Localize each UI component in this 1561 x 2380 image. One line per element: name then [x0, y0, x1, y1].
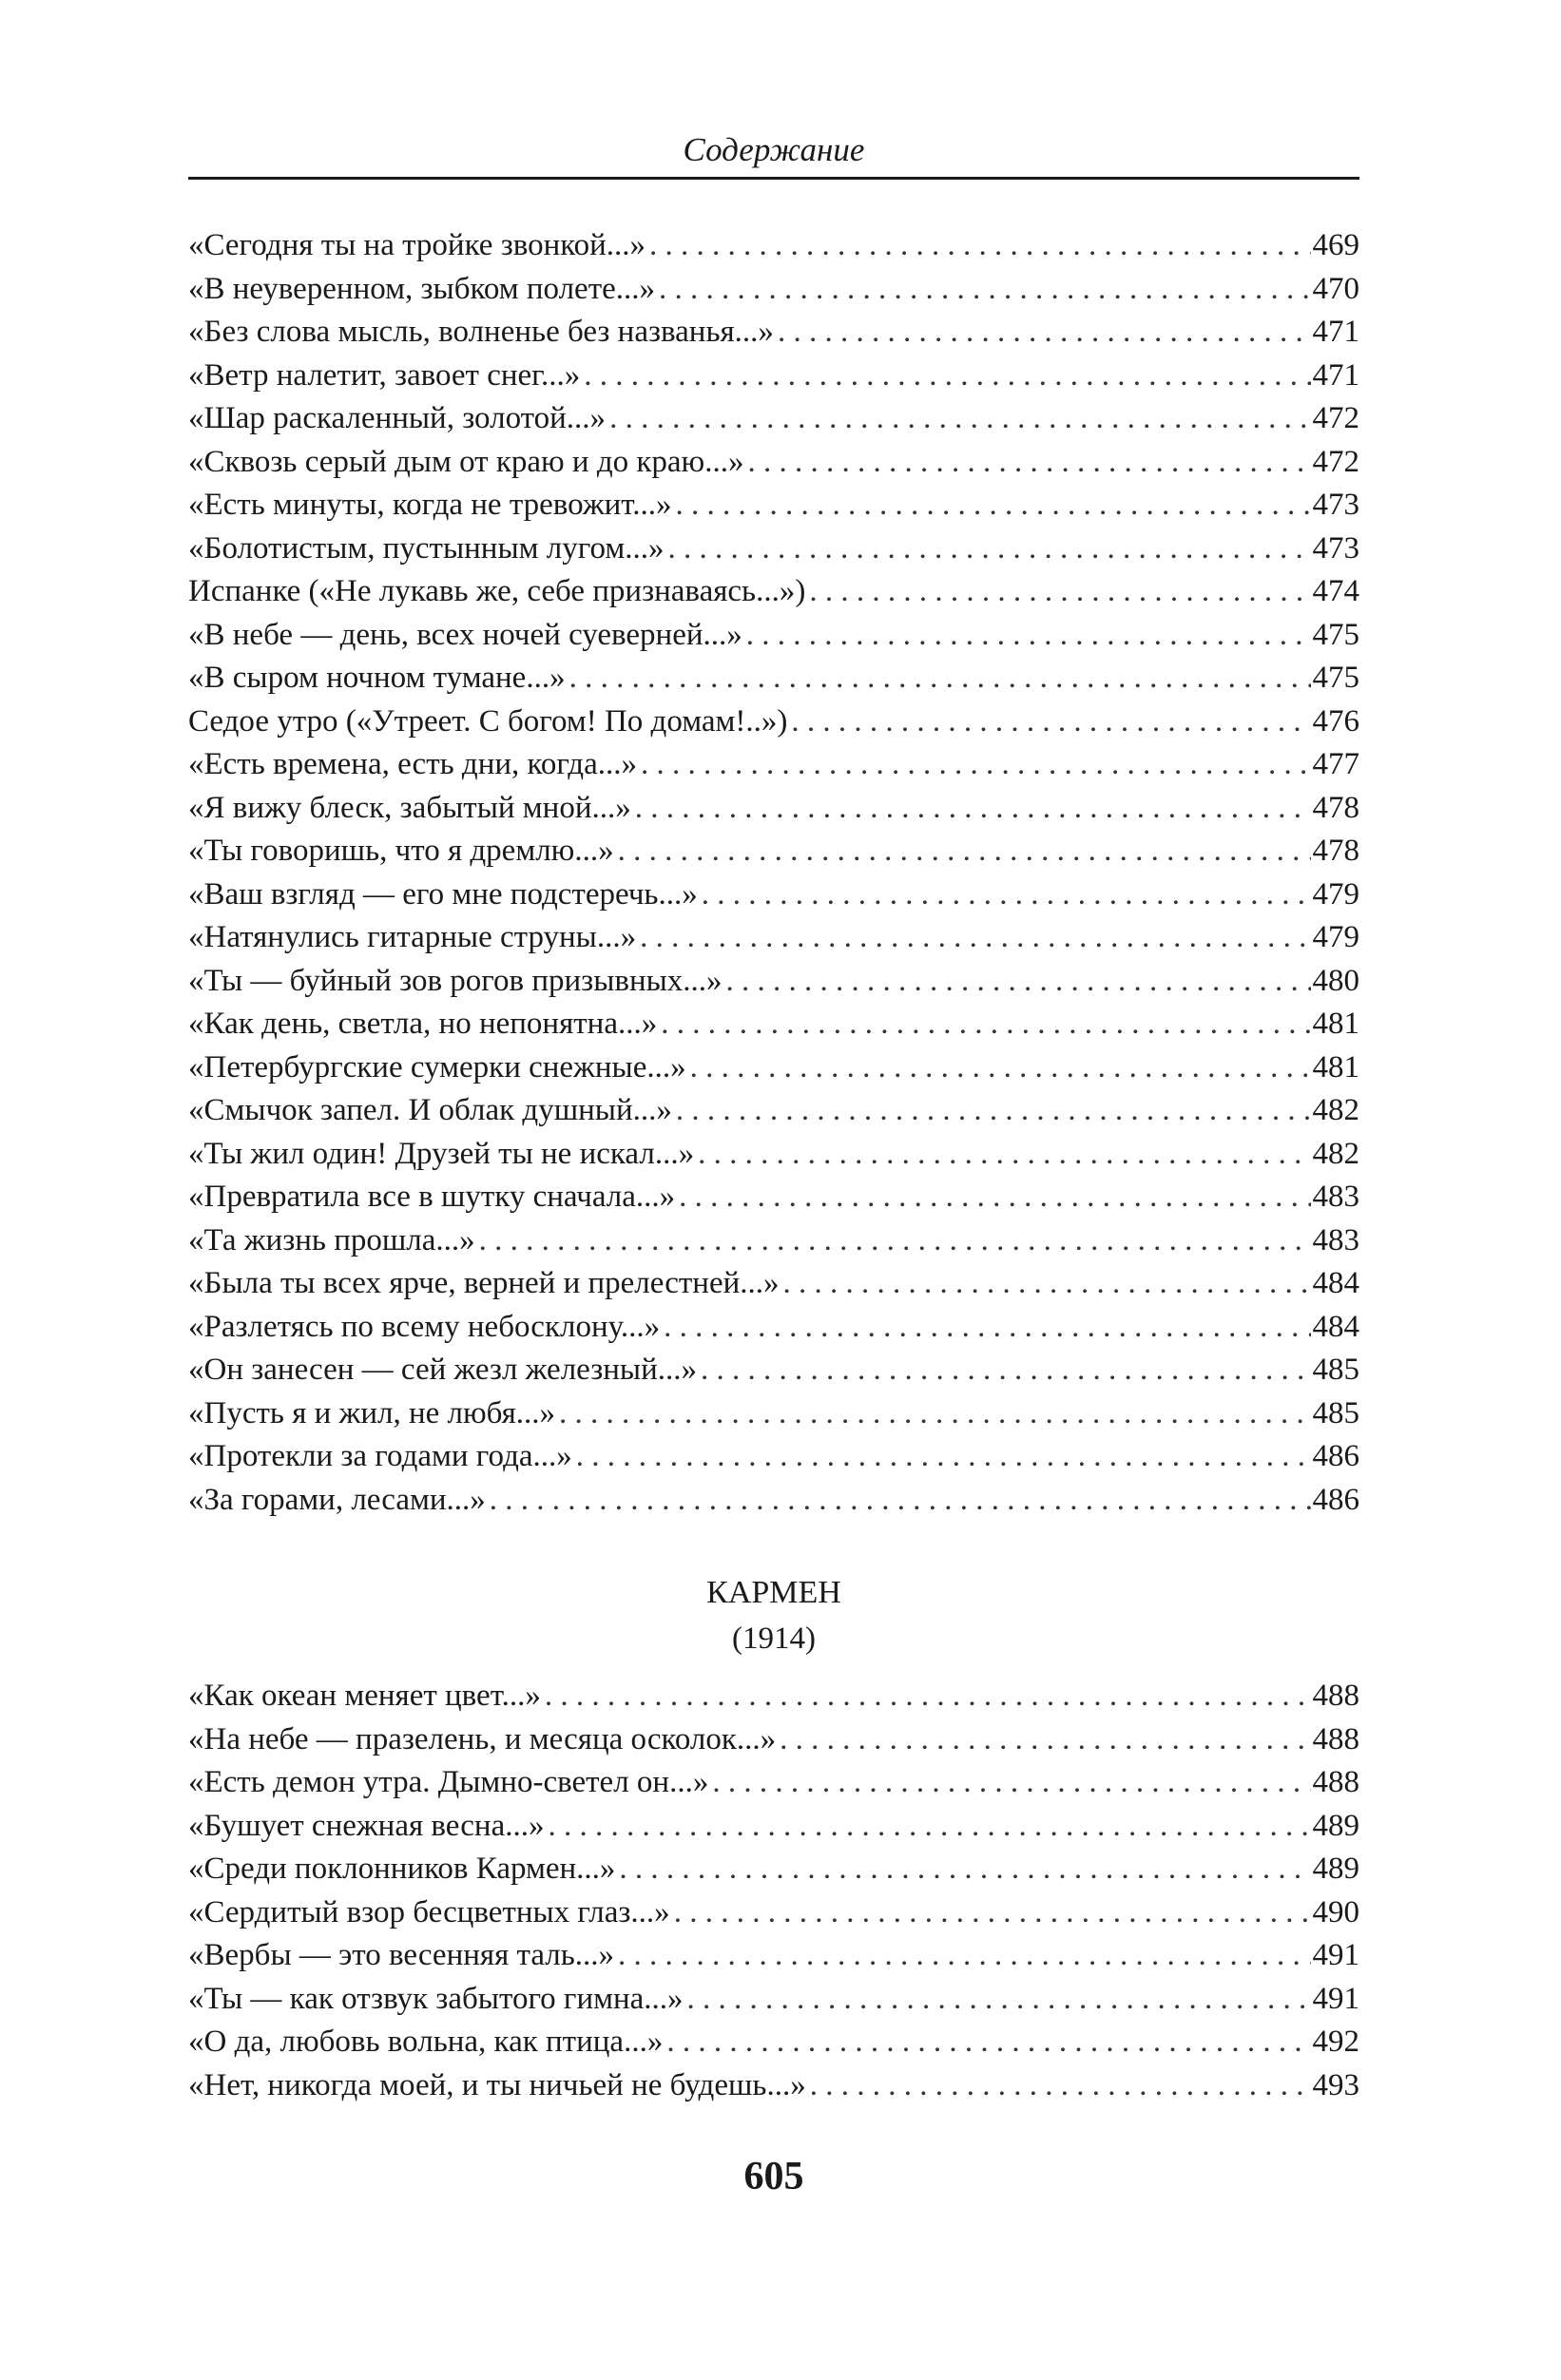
toc-entry-title: «Натянулись гитарные струны...»: [188, 920, 637, 954]
toc-entry-page: 469: [1312, 228, 1359, 262]
dot-leader: [646, 224, 1310, 268]
toc-entry: [188, 830, 1359, 873]
toc-entry-page: 478: [1312, 790, 1359, 825]
toc-entry-page: 480: [1312, 963, 1359, 998]
dot-leader: [671, 484, 1310, 528]
toc-entry: [188, 743, 1359, 787]
dot-leader: [780, 1262, 1311, 1306]
toc-entry-title: «Бушует снежная весна...»: [188, 1808, 545, 1843]
dot-leader: [541, 1675, 1311, 1718]
toc-entry-page: 488: [1312, 1765, 1359, 1799]
toc-entry: [188, 268, 1359, 312]
dot-leader: [637, 743, 1311, 787]
toc-entry-page: 488: [1312, 1679, 1359, 1713]
dot-leader: [684, 1978, 1311, 2022]
toc-entry: [188, 2064, 1359, 2108]
toc-entry: [188, 1848, 1359, 1891]
dot-leader: [655, 268, 1310, 312]
toc-entry-page: 482: [1312, 1093, 1359, 1127]
toc-entry-title: «На небе — празелень, и месяца осколок...»: [188, 1721, 777, 1756]
toc-entry-title: «В сыром ночном тумане...»: [188, 661, 566, 695]
toc-entry-title: «Ты — буйный зов рогов призывных...»: [188, 963, 723, 998]
toc-entry: [188, 1718, 1359, 1762]
toc-entry-page: 471: [1312, 357, 1359, 393]
dot-leader: [708, 1761, 1310, 1805]
dot-leader: [486, 1479, 1311, 1523]
running-head: Содержание: [683, 131, 865, 168]
toc-entry-page: 471: [1312, 315, 1359, 349]
toc-entry-page: 470: [1312, 271, 1359, 306]
toc-entry-title: «Ты — как отзвук забытого гимна...»: [188, 1981, 684, 2016]
toc-entry: [188, 1392, 1359, 1436]
dot-leader: [774, 311, 1311, 355]
dot-leader: [686, 1046, 1311, 1090]
toc-entry-page: 490: [1312, 1894, 1359, 1929]
toc-entry: [188, 528, 1359, 571]
toc-entry-title: Седое утро («Утреет. С богом! По домам!..»): [188, 703, 788, 739]
dot-leader: [672, 1089, 1311, 1133]
toc-entry: [188, 1805, 1359, 1849]
dot-leader: [572, 1435, 1311, 1479]
toc-entry-title: «О да, любовь вольна, как птица...»: [188, 2025, 664, 2059]
dot-leader: [694, 1133, 1310, 1177]
toc-entry-title: «Смычок запел. И облак душный...»: [188, 1093, 672, 1127]
toc-entry-page: 484: [1312, 1309, 1359, 1344]
dot-leader: [675, 1176, 1310, 1219]
toc-entry: [188, 1978, 1359, 2022]
dot-leader: [631, 787, 1311, 831]
toc-entry-title: «Шар раскаленный, золотой...»: [188, 401, 607, 435]
toc-entry-title: «Пусть я и жил, не любя...»: [188, 1395, 556, 1430]
toc-entry-title: Испанке («Не лукавь же, себе признаваясь...»): [188, 574, 806, 608]
dot-leader: [787, 701, 1310, 744]
dot-leader: [544, 1805, 1310, 1849]
toc-entry-title: «Как океан меняет цвет...»: [188, 1679, 541, 1713]
toc-entry: [188, 1219, 1359, 1263]
dot-leader: [664, 528, 1310, 571]
toc-entry-page: 492: [1312, 2025, 1359, 2059]
dot-leader: [657, 1003, 1310, 1046]
toc-entry: [188, 614, 1359, 658]
dot-leader: [566, 657, 1311, 701]
toc-entry-page: 482: [1312, 1136, 1359, 1171]
toc-entry-page: 473: [1312, 530, 1359, 566]
dot-leader: [615, 1848, 1310, 1891]
toc-entry-title: «Болотистым, пустынным лугом...»: [188, 530, 665, 566]
dot-leader: [697, 1349, 1311, 1392]
dot-leader: [555, 1392, 1310, 1436]
toc-entry-title: «Ветр налетит, завоет снег...»: [188, 357, 581, 393]
toc-entry-title: «Как день, светла, но непонятна...»: [188, 1007, 658, 1041]
toc-entry-title: «Сквозь серый дым от краю и до краю...»: [188, 444, 744, 479]
toc-entry: [188, 787, 1359, 831]
toc-entry: [188, 1891, 1359, 1935]
toc-entry-page: 489: [1312, 1808, 1359, 1843]
section-title: КАРМЕН: [706, 1575, 841, 1610]
toc-entry-page: 491: [1312, 1938, 1359, 1972]
dot-leader: [743, 441, 1310, 485]
toc-entry-title: «Та жизнь прошла...»: [188, 1222, 475, 1257]
dot-leader: [698, 873, 1311, 917]
dot-leader: [742, 614, 1311, 658]
toc-entry-title: «Сердитый взор бесцветных глаз...»: [188, 1894, 670, 1929]
toc-entry-page: 472: [1312, 444, 1359, 479]
dot-leader: [475, 1219, 1311, 1263]
toc-entry-page: 484: [1312, 1266, 1359, 1300]
toc-entry-page: 483: [1312, 1180, 1359, 1214]
toc-entry-page: 485: [1312, 1353, 1359, 1387]
toc-entry-title: «Была ты всех ярче, верней и прелестней...»: [188, 1266, 780, 1300]
toc-entry-title: «Петербургские сумерки снежные...»: [188, 1049, 686, 1084]
toc-entry-title: «Среди поклонников Кармен...»: [188, 1852, 616, 1886]
toc-entry: [188, 1435, 1359, 1479]
toc-entry-title: «Есть времена, есть дни, когда...»: [188, 747, 637, 781]
toc-entry-page: 472: [1312, 401, 1359, 435]
dot-leader: [723, 960, 1311, 1004]
toc-entry-page: 486: [1312, 1439, 1359, 1473]
toc-entry: [188, 1176, 1359, 1219]
toc-entry-title: «Сегодня ты на тройке звонкой...»: [188, 228, 646, 262]
toc-entry-title: «Ваш взгляд — его мне подстеречь...»: [188, 876, 698, 912]
dot-leader: [660, 1306, 1310, 1350]
toc-entry-page: 489: [1312, 1852, 1359, 1886]
dot-leader: [663, 2021, 1310, 2064]
toc-entry-title: «Я вижу блеск, забытый мной...»: [188, 790, 631, 825]
dot-leader: [806, 2064, 1311, 2108]
toc-entry-title: «В небе — день, всех ночей суеверней...»: [188, 617, 742, 652]
toc-entry: [188, 1262, 1359, 1306]
toc-entry-title: «Он занесен — сей жезл железный...»: [188, 1353, 697, 1387]
dot-leader: [805, 570, 1310, 614]
toc-entry-page: 477: [1312, 747, 1359, 781]
toc-entry-page: 493: [1312, 2067, 1359, 2102]
dot-leader: [636, 916, 1310, 960]
toc-entry-title: «За горами, лесами...»: [188, 1482, 486, 1517]
toc-entry-page: 473: [1312, 488, 1359, 522]
toc-entry-page: 481: [1312, 1007, 1359, 1041]
toc-list-bottom: [188, 1675, 1359, 2107]
toc-entry: [188, 1046, 1359, 1090]
toc-entry: [188, 311, 1359, 355]
toc-entry: [188, 960, 1359, 1004]
toc-entry-title: «Вербы — это весенняя таль...»: [188, 1938, 615, 1972]
dot-leader: [614, 1934, 1310, 1978]
toc-entry-page: 479: [1312, 920, 1359, 954]
toc-entry: [188, 2021, 1359, 2064]
toc-entry-page: 475: [1312, 661, 1359, 695]
toc-entry: [188, 570, 1359, 614]
toc-entry-page: 475: [1312, 617, 1359, 652]
section-year: (1914): [732, 1622, 816, 1656]
page-number: 605: [743, 2155, 804, 2198]
toc-entry-page: 491: [1312, 1981, 1359, 2016]
toc-entry: [188, 1761, 1359, 1805]
toc-entry: [188, 484, 1359, 528]
toc-entry-title: «Без слова мысль, волненье без названья...»: [188, 315, 774, 349]
toc-entry-title: «Ты жил один! Друзей ты не искал...»: [188, 1136, 695, 1171]
toc-entry-title: «Разлетясь по всему небосклону...»: [188, 1309, 661, 1344]
toc-entry-page: 483: [1312, 1222, 1359, 1257]
toc-entry-page: 479: [1312, 876, 1359, 912]
toc-entry: [188, 1089, 1359, 1133]
toc-entry-page: 488: [1312, 1721, 1359, 1756]
toc-entry-page: 485: [1312, 1395, 1359, 1430]
toc-entry: [188, 1003, 1359, 1046]
toc-entry: [188, 1306, 1359, 1350]
dot-leader: [776, 1718, 1310, 1762]
toc-entry-page: 486: [1312, 1482, 1359, 1517]
toc-entry: [188, 441, 1359, 485]
dot-leader: [614, 830, 1311, 873]
toc-entry-page: 476: [1312, 703, 1359, 739]
toc-entry: [188, 657, 1359, 701]
toc-entry-page: 478: [1312, 834, 1359, 868]
dot-leader: [670, 1891, 1311, 1935]
toc-entry: [188, 1349, 1359, 1392]
toc-entry-page: 481: [1312, 1049, 1359, 1084]
toc-entry-title: «Протекли за годами года...»: [188, 1439, 572, 1473]
toc-entry-page: 474: [1312, 574, 1359, 608]
toc-entry: [188, 397, 1359, 441]
toc-entry: [188, 1934, 1359, 1978]
toc-entry-title: «Есть демон утра. Дымно-светел он...»: [188, 1765, 709, 1799]
toc-entry: [188, 1479, 1359, 1523]
toc-entry: [188, 355, 1359, 398]
dot-leader: [606, 397, 1310, 441]
toc-entry: [188, 873, 1359, 917]
toc-list-top: [188, 224, 1359, 1522]
toc-entry: [188, 224, 1359, 268]
toc-entry-title: «Ты говоришь, что я дремлю...»: [188, 834, 614, 868]
toc-entry-title: «В неуверенном, зыбком полете...»: [188, 271, 656, 306]
toc-entry-title: «Превратила все в шутку сначала...»: [188, 1180, 676, 1214]
header-rule: [188, 177, 1359, 180]
toc-entry-title: «Нет, никогда моей, и ты ничьей не будешь...»: [188, 2067, 806, 2102]
toc-entry: [188, 916, 1359, 960]
toc-entry: [188, 1133, 1359, 1177]
toc-entry: [188, 701, 1359, 744]
toc-entry: [188, 1675, 1359, 1718]
dot-leader: [580, 355, 1310, 398]
toc-entry-title: «Есть минуты, когда не тревожит...»: [188, 488, 672, 522]
